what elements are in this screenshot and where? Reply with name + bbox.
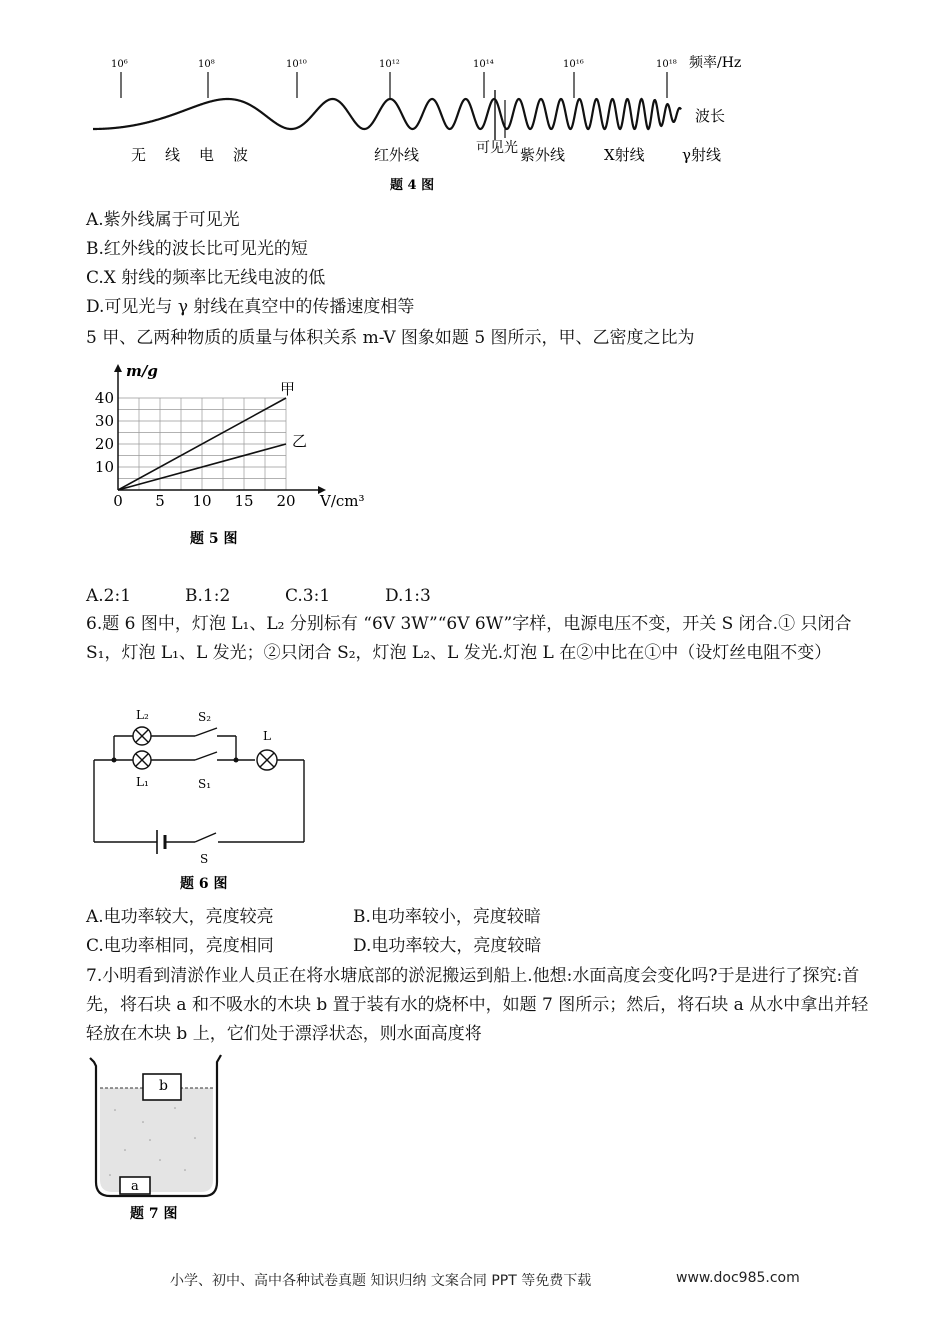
label-s1: S₁ (198, 777, 212, 791)
freq-label-5: 10¹⁴ (473, 59, 494, 70)
y-tick-label: 40 (94, 389, 114, 407)
y-tick-label: 30 (94, 412, 114, 430)
freq-label-4: 10¹² (379, 59, 400, 70)
q4-option-c: C.X 射线的频率比无线电波的低 (86, 268, 326, 288)
y-axis-label: m/g (126, 362, 158, 380)
x-axis-label: V/cm³ (320, 492, 365, 510)
mv-chart (88, 360, 388, 560)
figure-7-caption: 题 7 图 (130, 1206, 178, 1222)
label-l2: L₂ (136, 708, 149, 722)
band-ultraviolet: 紫外线 (520, 146, 566, 164)
q7-stem: 7.小明看到清淤作业人员正在将水塘底部的淤泥搬运到船上.他想:水面高度会变化吗?于是进行了探究:首先，将石块 a 和不吸水的木块 b 置于装有水的烧杯中，如题 7 图所示；然后，将石块 a 从水中拿出并轻轻放在木块 b 上，它们处于漂浮状态，则水面高度将 (86, 966, 869, 1044)
label-s: S (200, 852, 209, 866)
frequency-axis-label: 频率/Hz (689, 55, 742, 71)
wavelength-label: 波长 (695, 107, 726, 125)
q5-option-d: D.1:3 (385, 586, 431, 606)
q5-option-a: A.2:1 (86, 586, 132, 606)
switch-s (195, 833, 216, 842)
band-visible: 可见光 (476, 140, 518, 156)
footer-site[interactable]: www.doc985.com (676, 1270, 800, 1286)
band-gamma: γ射线 (682, 146, 721, 164)
freq-label-1: 10⁶ (111, 59, 128, 70)
figure-4-caption: 题 4 图 (390, 178, 435, 193)
q5-option-b: B.1:2 (185, 586, 231, 606)
q4-option-b: B.红外线的波长比可见光的短 (86, 239, 308, 259)
band-xray: X射线 (604, 146, 645, 164)
label-b: b (159, 1078, 168, 1094)
label-s2: S₂ (198, 710, 212, 724)
x-tick-label: 15 (234, 492, 254, 510)
em-wave (93, 99, 681, 129)
q5-stem: 5 甲、乙两种物质的质量与体积关系 m-V 图象如题 5 图所示，甲、乙密度之比为 (86, 328, 695, 348)
q4-option-a: A.紫外线属于可见光 (86, 210, 240, 230)
x-tick-label: 20 (276, 492, 296, 510)
beaker-figure (85, 1050, 235, 1225)
chart-series (118, 380, 307, 490)
figure-5-caption: 题 5 图 (190, 531, 238, 547)
band-radio: 无线电波 (131, 146, 268, 164)
label-l: L (263, 729, 271, 743)
freq-label-3: 10¹⁰ (286, 59, 307, 70)
series-label-1: 甲 (280, 380, 296, 398)
q6-option-d: D.电功率较大，亮度较暗 (353, 936, 542, 956)
q6-option-b: B.电功率较小，亮度较暗 (353, 907, 541, 927)
frequency-ticks (121, 72, 667, 98)
figure-6-caption: 题 6 图 (180, 876, 228, 892)
y-tick-label: 20 (94, 435, 114, 453)
switch-s2 (195, 728, 217, 736)
freq-label-2: 10⁸ (198, 59, 215, 70)
circuit-diagram (85, 700, 325, 895)
q5-option-c: C.3:1 (285, 586, 331, 606)
q4-option-d: D.可见光与 γ 射线在真空中的传播速度相等 (86, 297, 415, 317)
x-tick-label: 5 (155, 492, 165, 510)
q6-option-c: C.电功率相同，亮度相同 (86, 936, 274, 956)
x-tick-label: 10 (192, 492, 212, 510)
series-label-2: 乙 (292, 432, 308, 450)
switch-s1 (195, 752, 217, 760)
water (100, 1088, 213, 1192)
y-tick-label: 10 (94, 458, 114, 476)
label-a: a (131, 1179, 139, 1194)
freq-label-6: 10¹⁶ (563, 59, 584, 70)
y-axis-arrow (114, 364, 122, 372)
x-tick-label: 0 (113, 492, 123, 510)
footer-text: 小学、初中、高中各种试卷真题 知识归纳 文案合同 PPT 等免费下载 (170, 1273, 592, 1289)
band-infrared: 红外线 (374, 146, 420, 164)
spectrum-figure (85, 50, 765, 200)
label-l1: L₁ (136, 775, 149, 789)
q6-stem: 6.题 6 图中，灯泡 L₁、L₂ 分别标有 “6V 3W”“6V 6W”字样，电源电压不变，开关 S 闭合.① 只闭合 S₁，灯泡 L₁、L 发光；②只闭合 S₂，灯泡 L₂、L 发光.灯泡 L 在②中比在①中（设灯丝电阻不变） (86, 614, 852, 663)
freq-label-7: 10¹⁸ (656, 59, 677, 70)
q6-option-a: A.电功率较大，亮度较亮 (86, 907, 274, 927)
